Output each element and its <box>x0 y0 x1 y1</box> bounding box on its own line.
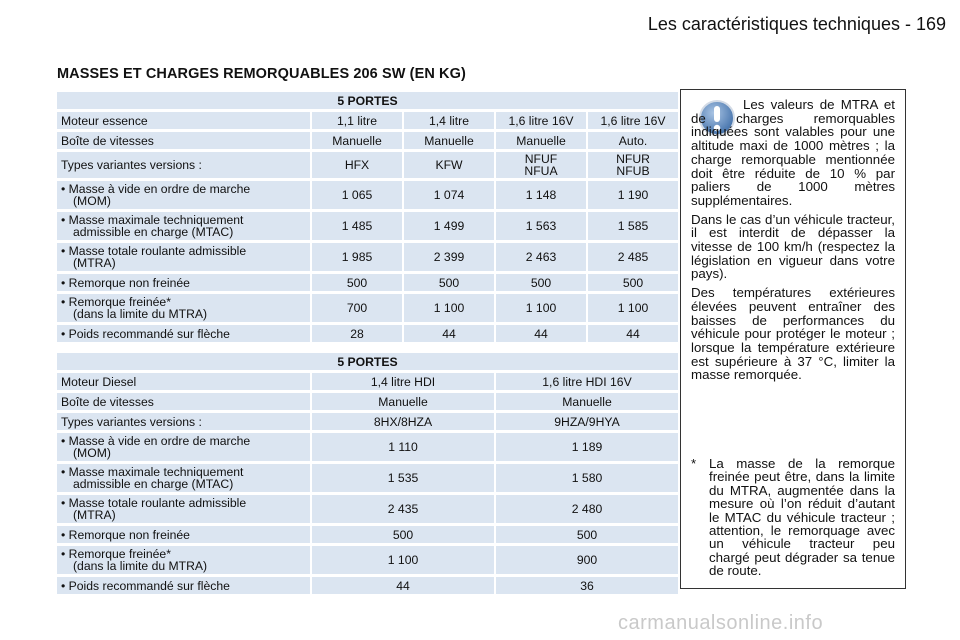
footnote <box>691 457 895 578</box>
table-row <box>57 464 678 492</box>
footnote-star: * <box>691 456 697 471</box>
row-label-sub: (MTRA) <box>73 256 116 270</box>
cell: Auto. <box>586 132 678 149</box>
table-row <box>57 433 678 461</box>
table-row <box>57 526 678 543</box>
cell: 44 <box>586 325 678 342</box>
info-text <box>691 98 895 387</box>
cell: 2 435 <box>310 495 494 523</box>
cell: 1 100 <box>494 294 586 322</box>
cell: 2 485 <box>586 243 678 271</box>
cell: 1,6 litre HDI 16V <box>494 373 678 390</box>
cell: 1 535 <box>310 464 494 492</box>
cell: 1 100 <box>586 294 678 322</box>
row-label: • Remorque non freinée <box>61 275 190 290</box>
cell: 1,4 litre HDI <box>310 373 494 390</box>
info-paragraph: Des températures extérieures élevées peuvent entraîner des baisses de performances du véhicule pour protéger le moteur ; lorsque la température extérieure est supérieure à 37 °C, limiter la masse remorquée. <box>691 285 895 383</box>
table-row <box>57 393 678 410</box>
row-label: Boîte de vitesses <box>57 132 310 149</box>
cell: 1 485 <box>310 212 402 240</box>
row-label-sub: (dans la limite du MTRA) <box>73 307 208 321</box>
row-label: • Remorque non freinée <box>61 527 190 542</box>
cell: 500 <box>310 274 402 291</box>
row-label: • Masse maximale techniquement <box>61 213 244 227</box>
table-row <box>57 325 678 342</box>
cell: 44 <box>310 577 494 594</box>
row-label: Types variantes versions : <box>57 152 310 178</box>
cell: 1,6 litre 16V <box>494 112 586 129</box>
table-essence <box>57 89 678 345</box>
cell: 1,1 litre <box>310 112 402 129</box>
row-label: • Masse totale roulante admissible <box>61 244 247 258</box>
cell: HFX <box>344 158 370 172</box>
table-row <box>57 373 678 390</box>
cell: 1 580 <box>494 464 678 492</box>
cell: NFUF <box>524 152 558 166</box>
info-paragraph: Dans le cas d’un véhicule tracteur, il est interdit de dépasser la vitesse de 100 km/h (respectez la législation en vigueur dans votre pays). <box>691 211 895 282</box>
cell: 1 100 <box>402 294 494 322</box>
cell: 1 189 <box>494 433 678 461</box>
row-label: Types variantes versions : <box>57 413 310 430</box>
cell: Manuelle <box>402 132 494 149</box>
row-label: • Masse maximale techniquement <box>61 465 244 479</box>
cell: NFUB <box>616 164 650 178</box>
cell: 28 <box>310 325 402 342</box>
cell: 1 499 <box>402 212 494 240</box>
table-heading: 5 PORTES <box>57 353 678 370</box>
table-row <box>57 181 678 209</box>
cell: 500 <box>310 526 494 543</box>
cell: 1 100 <box>310 546 494 574</box>
cell: 1,4 litre <box>402 112 494 129</box>
cell: 1 190 <box>586 181 678 209</box>
row-label-sub: (MOM) <box>73 446 111 460</box>
footnote-text: La masse de la remorque freinée peut être, dans la limite du MTRA, augmentée dans la mesure où l’on réduit d’autant le MTAC du véhicule tracteur ; attention, le remorquage avec un véhicule tracteur peu chargé peut dégrader sa tenue de route. <box>709 456 895 579</box>
cell: 36 <box>494 577 678 594</box>
row-label: Moteur essence <box>57 112 310 129</box>
cell: 1 110 <box>310 433 494 461</box>
cell: NFUR <box>616 152 650 166</box>
cell: 8HX/8HZA <box>310 413 494 430</box>
row-label: Moteur Diesel <box>57 373 310 390</box>
table-row <box>57 112 678 129</box>
section-title: MASSES ET CHARGES REMORQUABLES 206 SW (EN KG) <box>57 66 466 82</box>
cell: NFUA <box>524 164 558 178</box>
cell: 1,6 litre 16V <box>586 112 678 129</box>
row-label: • Remorque freinée* <box>61 295 171 309</box>
cell: Manuelle <box>310 132 402 149</box>
cell: Manuelle <box>494 393 678 410</box>
info-paragraph: Les valeurs de MTRA et de charges remorquables indiquées sont valables pour une altitude maxi de 1000 mètres ; la charge remorquable mentionnée doit être réduite de 10 % par paliers de 1000 mètres supplémentaires. <box>691 97 895 208</box>
cell: 2 480 <box>494 495 678 523</box>
cell: 44 <box>402 325 494 342</box>
row-label: • Remorque freinée* <box>61 547 171 561</box>
table-heading: 5 PORTES <box>57 92 678 109</box>
table-row <box>57 132 678 149</box>
row-label-sub: (MTRA) <box>73 508 116 522</box>
table-diesel <box>57 350 678 597</box>
row-label-sub: admissible en charge (MTAC) <box>73 225 234 239</box>
cell: 2 399 <box>402 243 494 271</box>
cell: 700 <box>310 294 402 322</box>
table-row <box>57 546 678 574</box>
cell: 500 <box>402 274 494 291</box>
watermark: carmanualsonline.info <box>618 612 824 634</box>
row-label-sub: (dans la limite du MTRA) <box>73 559 208 573</box>
cell: 1 148 <box>494 181 586 209</box>
cell: 500 <box>586 274 678 291</box>
cell: 2 463 <box>494 243 586 271</box>
row-label: • Poids recommandé sur flèche <box>61 326 230 341</box>
table-row <box>57 413 678 430</box>
cell: 1 563 <box>494 212 586 240</box>
cell: 9HZA/9HYA <box>494 413 678 430</box>
table-row <box>57 577 678 594</box>
table-row <box>57 495 678 523</box>
cell: Manuelle <box>310 393 494 410</box>
row-label: Boîte de vitesses <box>57 393 310 410</box>
cell: 900 <box>494 546 678 574</box>
cell: 1 585 <box>586 212 678 240</box>
cell: KFW <box>435 158 463 172</box>
row-label: • Masse totale roulante admissible <box>61 496 247 510</box>
cell: 44 <box>494 325 586 342</box>
cell: Manuelle <box>494 132 586 149</box>
row-label: • Masse à vide en ordre de marche <box>61 434 251 448</box>
row-label: • Poids recommandé sur flèche <box>61 578 230 593</box>
table-row <box>57 274 678 291</box>
table-row <box>57 212 678 240</box>
row-label-sub: (MOM) <box>73 194 111 208</box>
cell: 1 985 <box>310 243 402 271</box>
table-row <box>57 294 678 322</box>
cell: 1 065 <box>310 181 402 209</box>
cell: 500 <box>494 274 586 291</box>
page-header: Les caractéristiques techniques - 169 <box>647 14 946 34</box>
table-row <box>57 243 678 271</box>
row-label-sub: admissible en charge (MTAC) <box>73 477 234 491</box>
cell: 500 <box>494 526 678 543</box>
row-label: • Masse à vide en ordre de marche <box>61 182 251 196</box>
table-row <box>57 152 678 178</box>
cell: 1 074 <box>402 181 494 209</box>
